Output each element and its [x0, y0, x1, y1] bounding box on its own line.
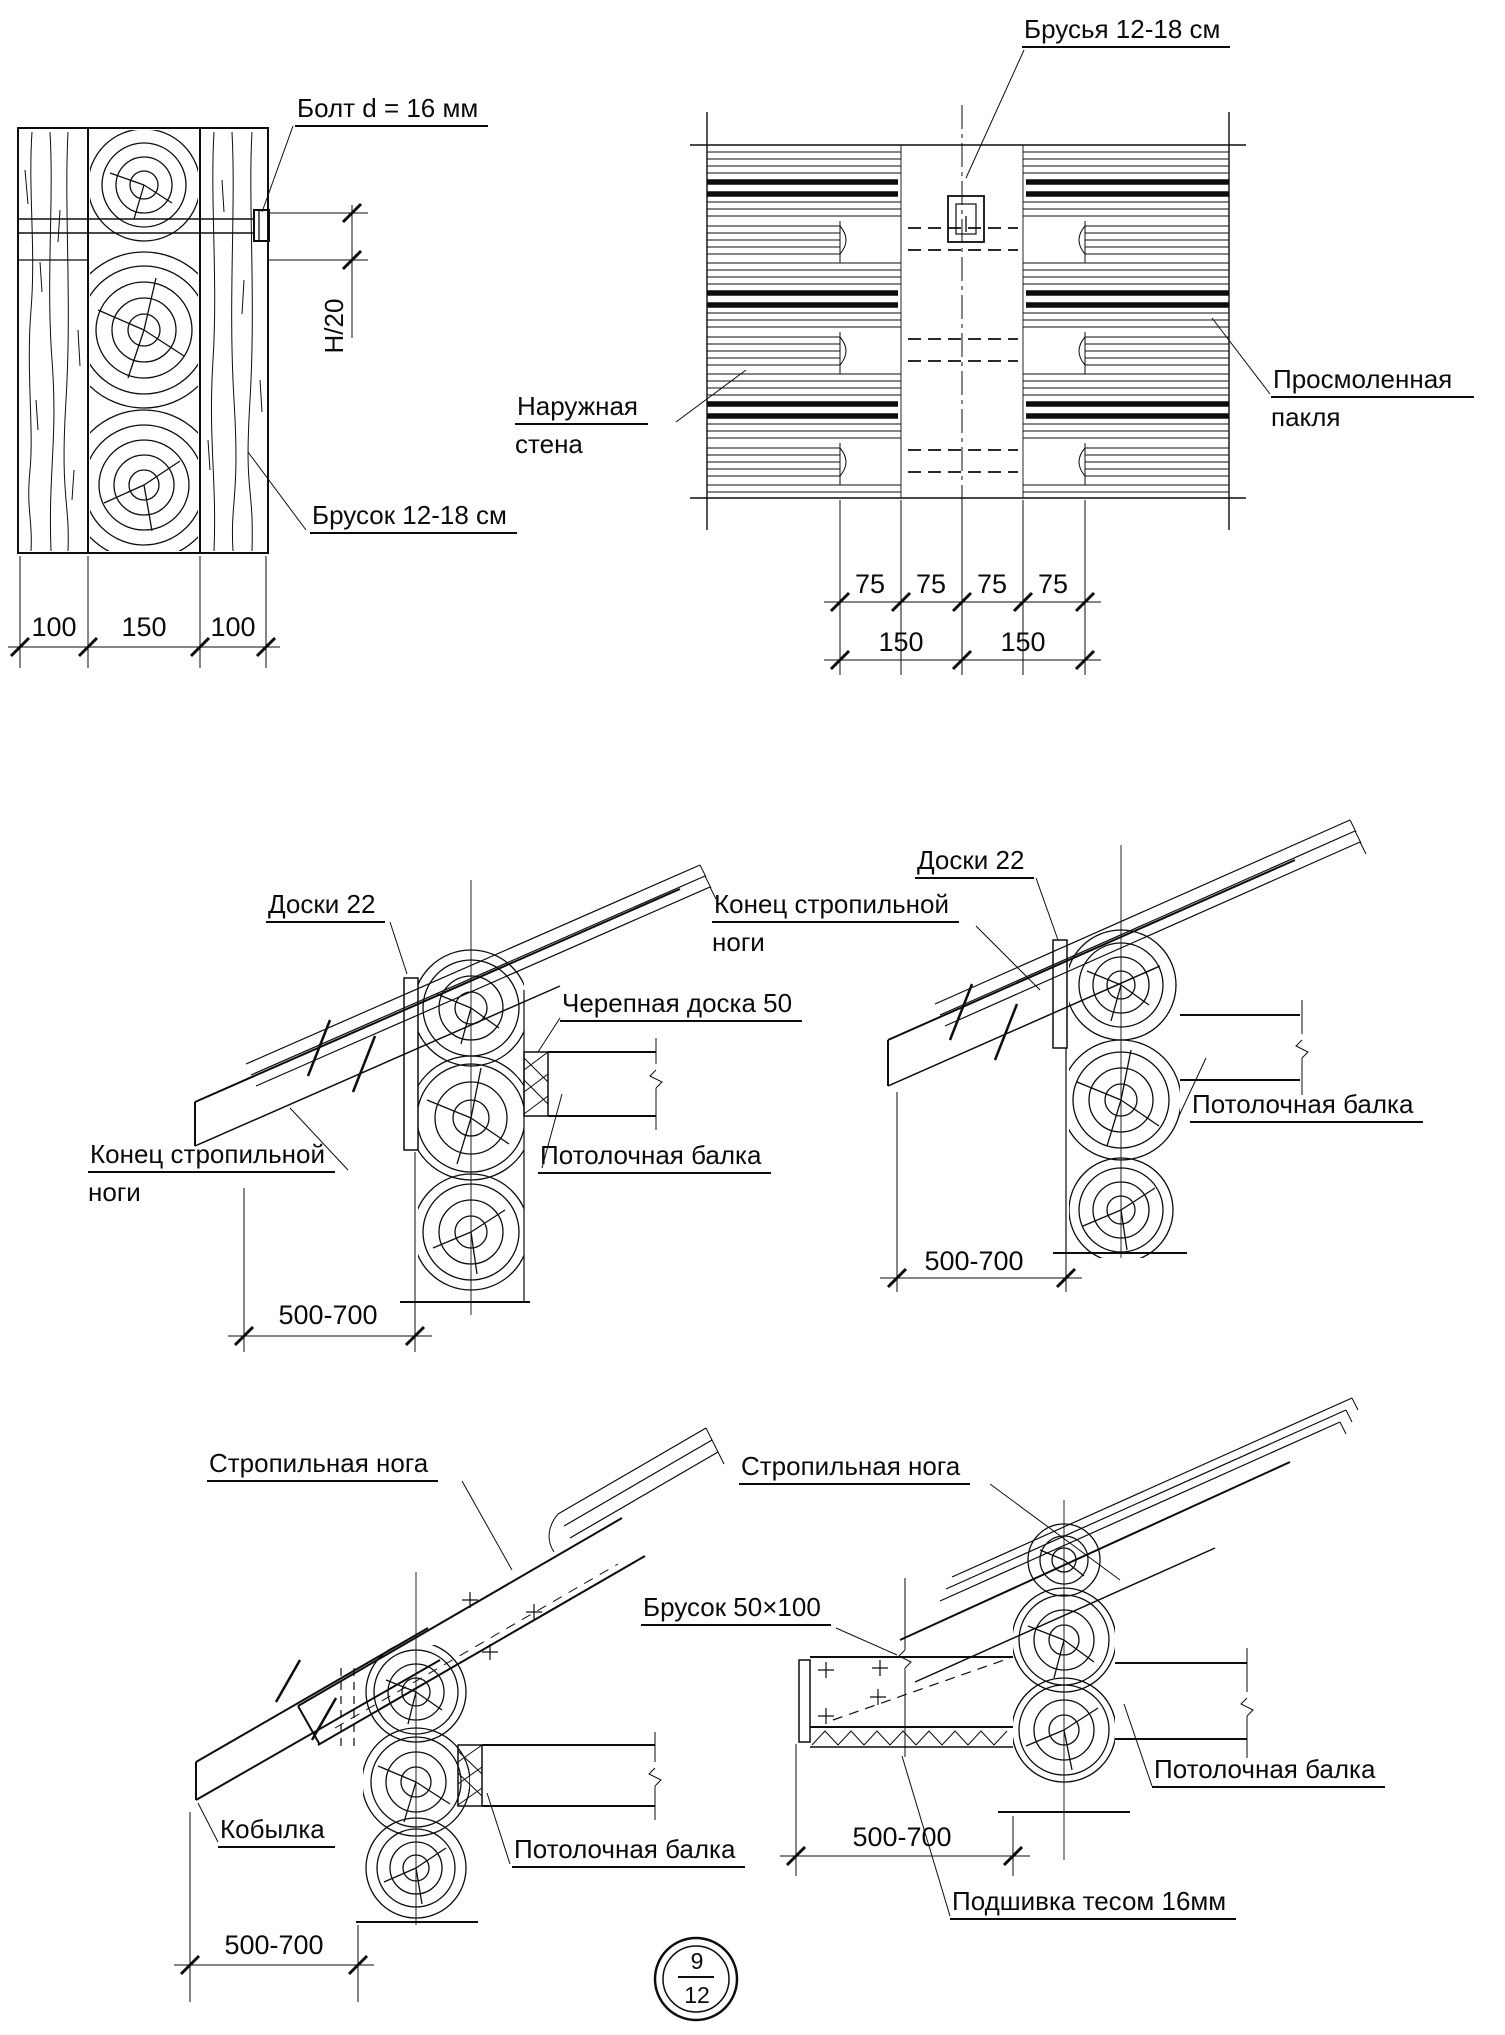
rafter-end-label-left-line1: Конец стропильной [88, 1139, 335, 1173]
h20-dimension [268, 204, 368, 338]
dim-100-left: 100 [31, 612, 77, 642]
plank-sheathing [810, 1731, 1013, 1747]
overhang-dim-cornice-left: 500-700 [224, 1930, 324, 1960]
bolt-drawing [18, 210, 269, 241]
rafter-end-label-right-line2: ноги [712, 927, 765, 957]
outer-wall-label-line1: Наружная [515, 391, 648, 425]
bar-50x100 [799, 1657, 1013, 1742]
dim-75-2: 75 [915, 569, 947, 599]
leader-lines [676, 50, 1270, 422]
dowel-symbol [948, 196, 984, 242]
leader-lines [248, 126, 306, 530]
ceiling-beam [1115, 1663, 1247, 1739]
skull-board-label: Черепная доска 50 [560, 988, 802, 1022]
rafter-label-right: Стропильная нога [739, 1451, 970, 1485]
overhang-dimension [780, 1744, 1030, 1876]
oakum-label-line2: пакля [1271, 402, 1341, 432]
ceiling-beam-label-eaves-right: Потолочная балка [1190, 1089, 1423, 1123]
ceiling-beam [548, 1052, 656, 1116]
outer-wall-label-line2: стена [515, 429, 583, 459]
h20-label: Н/20 [319, 298, 349, 354]
boards-label-left: Доски 22 [266, 889, 385, 923]
sheathing-label: Подшивка тесом 16мм [950, 1886, 1236, 1920]
ceiling-beam-label-cornice-right: Потолочная балка [1152, 1754, 1385, 1788]
dim-150-left: 150 [878, 627, 924, 657]
boards-strip [404, 978, 418, 1150]
cornice-detail-left-panel [174, 1428, 724, 2002]
ceiling-beam [482, 1745, 655, 1806]
dim-75-4: 75 [1037, 569, 1069, 599]
dim-100-right: 100 [210, 612, 256, 642]
rafter-label-left: Стропильная нога [207, 1448, 438, 1482]
dim-75-3: 75 [976, 569, 1008, 599]
dim-75-1: 75 [854, 569, 886, 599]
bars-label: Брусья 12-18 см [1022, 14, 1230, 48]
ceiling-beam [1180, 1015, 1300, 1080]
filly-label: Кобылка [218, 1814, 335, 1848]
boards-label-right: Доски 22 [915, 845, 1034, 879]
wall-section-panel [8, 126, 368, 668]
bar-50x100-label: Брусок 50×100 [641, 1592, 831, 1626]
ceiling-beam-label-eaves-left: Потолочная балка [538, 1140, 771, 1174]
log-cross-sections [66, 129, 222, 560]
sheet-page-number: 9 [690, 1948, 704, 1974]
sheet-total-number: 12 [684, 1982, 710, 2008]
bar-label: Брусок 12-18 см [310, 500, 517, 534]
overhang-dim-cornice-right: 500-700 [852, 1822, 952, 1852]
oakum-label-line1: Просмоленная [1271, 364, 1474, 398]
dim-150-center: 150 [121, 612, 167, 642]
eaves-detail-left-panel [195, 865, 716, 1352]
overhang-dim-eaves-left: 500-700 [278, 1300, 378, 1330]
bolt-label: Болт d = 16 мм [295, 93, 488, 127]
ceiling-beam-label-cornice-left: Потолочная балка [512, 1834, 745, 1868]
rafter-end-label-left-line2: ноги [88, 1177, 141, 1207]
boards-strip [1053, 940, 1067, 1048]
rafter-end-label-right-line1: Конец стропильной [712, 889, 959, 923]
dim-150-right: 150 [1000, 627, 1046, 657]
overhang-dim-eaves-right: 500-700 [924, 1246, 1024, 1276]
